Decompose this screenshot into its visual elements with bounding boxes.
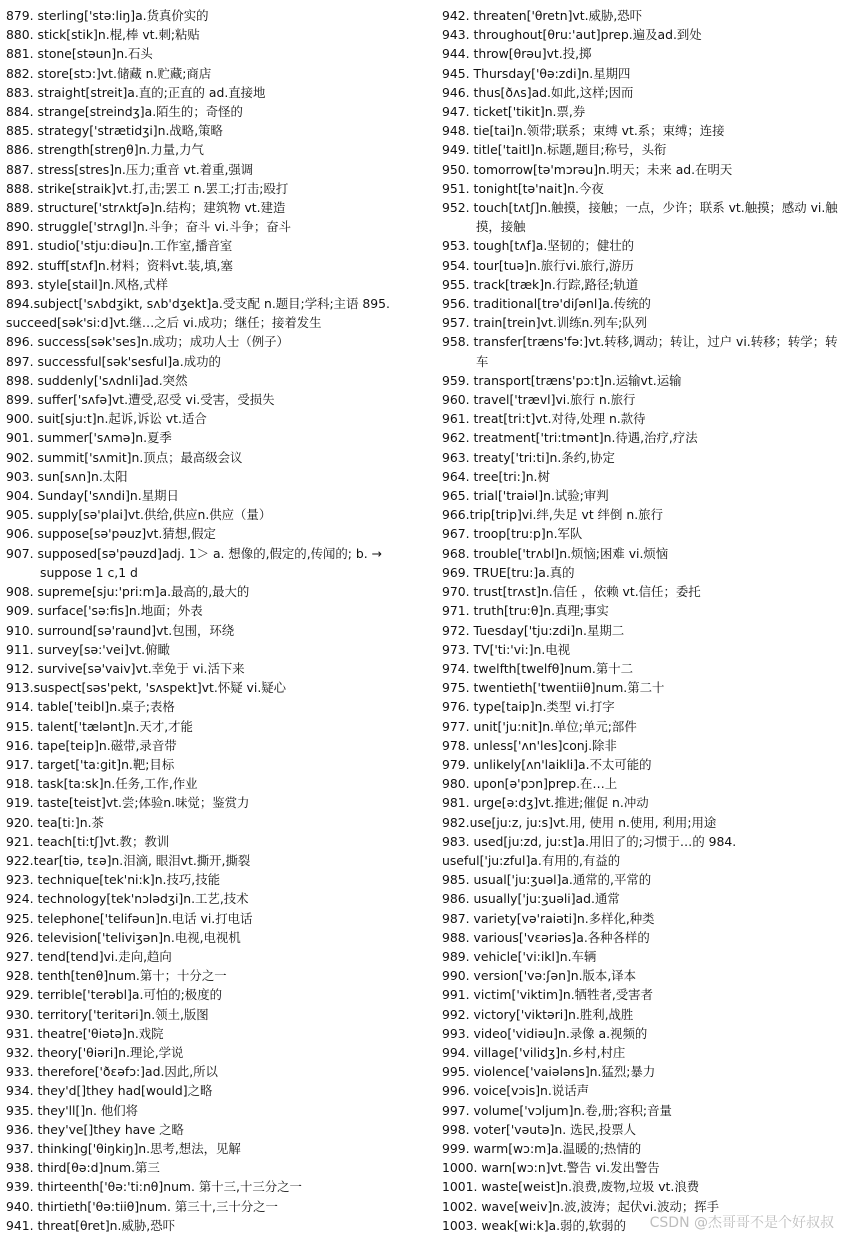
- entry-995: 995. violence['vaiələns]n.猛烈;暴力: [442, 1064, 656, 1080]
- entry-978: 978. unless['ʌn'les]conj.除非: [442, 737, 617, 753]
- entry-962: 962. treatment['tri:tmənt]n.待遇,治疗,疗法: [442, 430, 698, 446]
- entry-954: 954. tour[tuə]n.旅行vi.旅行,游历: [442, 257, 634, 273]
- entry-985: 985. usual['ju:ʒuəl]a.通常的,平常的: [442, 872, 652, 888]
- entry-913: 913.suspect[səs'pekt, 'sʌspekt]vt.怀疑 vi.疑心: [6, 680, 287, 696]
- entry-976: 976. type[taip]n.类型 vi.打字: [442, 699, 615, 715]
- entry-901: 901. summer['sʌmə]n.夏季: [6, 430, 172, 446]
- entry-967: 967. troop[tru:p]n.军队: [442, 526, 583, 542]
- entry-963: 963. treaty['tri:ti]n.条约,协定: [442, 449, 615, 465]
- entry-882: 882. store[stɔ:]vt.储藏 n.贮藏;商店: [6, 65, 212, 81]
- entry-905: 905. supply[sə'plai]vt.供给,供应n.供应（量）: [6, 507, 272, 523]
- entry-895: succeed[sək'si:d]vt.继…之后 vi.成功；继任；接着发生: [6, 315, 322, 331]
- entry-951: 951. tonight[tə'nait]n.今夜: [442, 180, 604, 196]
- entry-994: 994. village['vilidʒ]n.乡村,村庄: [442, 1044, 626, 1060]
- entry-1001: 1001. waste[weist]n.浪费,废物,垃圾 vt.浪费: [442, 1179, 700, 1195]
- entry-947: 947. ticket['tikit]n.票,券: [442, 104, 586, 120]
- entry-959: 959. transport[træns'pɔ:t]n.运输vt.运输: [442, 372, 682, 388]
- entry-944: 944. throw[θrəu]vt.投,掷: [442, 46, 592, 62]
- entry-960: 960. travel['trævl]vi.旅行 n.旅行: [442, 392, 636, 408]
- entry-900: 900. suit[sju:t]n.起诉,诉讼 vt.适合: [6, 411, 207, 427]
- entry-999: 999. warm[wɔ:m]a.温暖的;热情的: [442, 1140, 642, 1156]
- entry-984: useful['ju:zful]a.有用的,有益的: [442, 852, 621, 868]
- entry-942: 942. threaten['θretn]vt.威胁,恐吓: [442, 8, 643, 23]
- entry-957: 957. train[trein]vt.训练n.列车;队列: [442, 315, 648, 331]
- entry-879: 879. sterling['stə:liŋ]a.货真价实的: [6, 8, 209, 23]
- entry-971: 971. truth[tru:θ]n.真理;事实: [442, 603, 609, 619]
- entry-965: 965. trial['traiəl]n.试验;审判: [442, 488, 609, 504]
- entry-998: 998. voter['vəutə]n. 选民,投票人: [442, 1121, 637, 1137]
- entry-886: 886. strength[streŋθ]n.力量,力气: [6, 142, 204, 158]
- entry-922: 922.tear[tiə, tɛə]n.泪滴, 眼泪vt.撕开,撕裂: [6, 852, 251, 868]
- entry-956: 956. traditional[trə'diʃənl]a.传统的: [442, 296, 651, 312]
- entry-961: 961. treat[tri:t]vt.对待,处理 n.款待: [442, 411, 646, 427]
- entry-980: 980. upon[ə'pɔn]prep.在…上: [442, 776, 618, 792]
- entry-939: 939. thirteenth['θə:'ti:nθ]num. 第十三,十三分之一: [6, 1179, 302, 1195]
- entry-981: 981. urge[ə:dʒ]vt.推进;催促 n.冲动: [442, 795, 649, 811]
- entry-890: 890. struggle['strʌgl]n.斗争；奋斗 vi.斗争；奋斗: [6, 219, 292, 235]
- entry-885: 885. strategy['strætidʒi]n.战略,策略: [6, 123, 223, 139]
- entry-958: 958. transfer[træns'fə:]vt.转移,调动；转让，过户 vi.转移；转学；转车: [442, 334, 838, 369]
- entry-929: 929. terrible['terəbl]a.可怕的;极度的: [6, 987, 222, 1003]
- entry-896: 896. success[sək'ses]n.成功；成功人士（例子）: [6, 334, 289, 350]
- entry-1003: 1003. weak[wi:k]a.弱的,软弱的: [442, 1217, 626, 1233]
- entry-949: 949. title['taitl]n.标题,题目;称号，头衔: [442, 142, 667, 158]
- entry-977: 977. unit['ju:nit]n.单位;单元;部件: [442, 718, 637, 734]
- watermark: CSDN @杰哥哥不是个好叔叔: [649, 1215, 834, 1231]
- entry-932: 932. theory['θiəri]n.理论,学说: [6, 1044, 184, 1060]
- entry-911: 911. survey[sə:'vei]vt.俯瞰: [6, 641, 170, 657]
- entry-940: 940. thirtieth['θə:tiiθ]num. 第三十,三十分之一: [6, 1198, 278, 1214]
- entry-934: 934. they'd[]they had[would]之略: [6, 1083, 213, 1099]
- entry-986: 986. usually['ju:ʒuəli]ad.通常: [442, 891, 620, 907]
- entry-926: 926. television['teliviʒən]n.电视,电视机: [6, 929, 241, 945]
- entry-946: 946. thus[ðʌs]ad.如此,这样;因而: [442, 84, 634, 100]
- entry-904: 904. Sunday['sʌndi]n.星期日: [6, 488, 179, 504]
- entry-897: 897. successful[sək'sesful]a.成功的: [6, 353, 221, 369]
- entry-916: 916. tape[teip]n.磁带,录音带: [6, 737, 177, 753]
- entry-883: 883. straight[streit]a.直的;正直的 ad.直接地: [6, 84, 266, 100]
- entry-991: 991. victim['viktim]n.牺牲者,受害者: [442, 987, 653, 1003]
- entry-921: 921. teach[ti:tʃ]vt.教；教训: [6, 833, 170, 849]
- entry-927: 927. tend[tend]vi.走向,趋向: [6, 948, 172, 964]
- entry-953: 953. tough[tʌf]a.坚韧的；健壮的: [442, 238, 635, 254]
- entry-943: 943. throughout[θru:'aut]prep.遍及ad.到处: [442, 27, 702, 43]
- entry-918: 918. task[ta:sk]n.任务,工作,作业: [6, 776, 198, 792]
- entry-902: 902. summit['sʌmit]n.顶点；最高级会议: [6, 449, 243, 465]
- entry-975: 975. twentieth['twentiiθ]num.第二十: [442, 680, 665, 696]
- entry-894: 894.subject['sʌbdʒikt, sʌb'dʒekt]a.受支配 n.题目;学科;主语 895.: [6, 296, 390, 312]
- entry-1000: 1000. warn[wɔ:n]vt.警告 vi.发出警告: [442, 1160, 660, 1176]
- entry-889: 889. structure['strʌktʃə]n.结构；建筑物 vt.建造: [6, 200, 286, 216]
- entry-880: 880. stick[stik]n.棍,棒 vt.刺;粘贴: [6, 27, 200, 43]
- left-column: [6, 6, 422, 1235]
- entry-912: 912. survive[sə'vaiv]vt.幸免于 vi.活下来: [6, 660, 245, 676]
- entry-993: 993. video['vidiəu]n.录像 a.视频的: [442, 1025, 648, 1041]
- entry-881: 881. stone[stəun]n.石头: [6, 46, 153, 62]
- entry-919: 919. taste[teist]vt.尝;体验n.味觉；鉴赏力: [6, 795, 250, 811]
- entry-923: 923. technique[tek'ni:k]n.技巧,技能: [6, 872, 220, 888]
- entry-983: 983. used[ju:zd, ju:st]a.用旧了的;习惯于…的 984.: [442, 833, 737, 849]
- entry-928: 928. tenth[tenθ]num.第十；十分之一: [6, 968, 227, 984]
- entry-908: 908. supreme[sju:'pri:m]a.最高的,最大的: [6, 584, 250, 600]
- right-column: [442, 6, 838, 1235]
- entry-988: 988. various['vɛəriəs]a.各种各样的: [442, 929, 650, 945]
- entry-989: 989. vehicle['vi:ikl]n.车辆: [442, 948, 597, 964]
- entry-933: 933. therefore['ðɛəfɔ:]ad.因此,所以: [6, 1064, 218, 1080]
- entry-931: 931. theatre['θiətə]n.戏院: [6, 1025, 164, 1041]
- entry-973: 973. TV['ti:'vi:]n.电视: [442, 641, 571, 657]
- entry-898: 898. suddenly['sʌdnli]ad.突然: [6, 372, 188, 388]
- entry-909: 909. surface['sə:fis]n.地面；外表: [6, 603, 203, 619]
- entry-964: 964. tree[tri:]n.树: [442, 468, 550, 484]
- entry-936: 936. they've[]they have 之略: [6, 1121, 184, 1137]
- entry-925: 925. telephone['telifəun]n.电话 vi.打电话: [6, 910, 253, 926]
- entry-887: 887. stress[stres]n.压力;重音 vt.着重,强调: [6, 161, 254, 177]
- entry-955: 955. track[træk]n.行踪,路径;轨道: [442, 276, 639, 292]
- entry-970: 970. trust[trʌst]n.信任 ，依赖 vt.信任；委托: [442, 584, 701, 600]
- entry-917: 917. target['ta:git]n.靶;目标: [6, 756, 175, 772]
- entry-982: 982.use[ju:z, ju:s]vt.用, 使用 n.使用, 利用;用途: [442, 814, 717, 830]
- entry-941: 941. threat[θret]n.威胁,恐吓: [6, 1217, 175, 1233]
- entry-1002: 1002. wave[weiv]n.波,波涛；起伏vi.波动；挥手: [442, 1198, 720, 1214]
- entry-899: 899. suffer['sʌfə]vt.遭受,忍受 vi.受害，受损失: [6, 392, 275, 408]
- entry-996: 996. voice[vɔis]n.说话声: [442, 1083, 589, 1099]
- entry-952: 952. touch[tʌtʃ]n.触摸，接触；一点，少许；联系 vt.触摸；感动 vi.触摸，接触: [442, 200, 838, 235]
- entry-888: 888. strike[straik]vt.打,击;罢工 n.罢工;打击;殴打: [6, 180, 289, 196]
- entry-937: 937. thinking['θiŋkiŋ]n.思考,想法，见解: [6, 1140, 241, 1156]
- entry-903: 903. sun[sʌn]n.太阳: [6, 468, 128, 484]
- entry-992: 992. victory['viktəri]n.胜利,战胜: [442, 1006, 634, 1022]
- entry-935: 935. they'll[]n. 他们将: [6, 1102, 139, 1118]
- entry-914: 914. table['teibl]n.桌子;表格: [6, 699, 175, 715]
- entry-924: 924. technology[tek'nɔlədʒi]n.工艺,技术: [6, 891, 249, 907]
- entry-968: 968. trouble['trʌbl]n.烦恼;困难 vi.烦恼: [442, 545, 669, 561]
- entry-950: 950. tomorrow[tə'mɔrəu]n.明天；未来 ad.在明天: [442, 161, 733, 177]
- entry-974: 974. twelfth[twelfθ]num.第十二: [442, 660, 633, 676]
- entry-930: 930. territory['teritəri]n.领土,版图: [6, 1006, 209, 1022]
- entry-972: 972. Tuesday['tju:zdi]n.星期二: [442, 622, 625, 638]
- entry-969: 969. TRUE[tru:]a.真的: [442, 564, 575, 580]
- entry-966: 966.trip[trip]vi.绊,失足 vt 绊倒 n.旅行: [442, 507, 663, 523]
- entry-906: 906. suppose[sə'pəuz]vt.猜想,假定: [6, 526, 216, 542]
- entry-920: 920. tea[ti:]n.茶: [6, 814, 104, 830]
- entry-979: 979. unlikely[ʌn'laikli]a.不太可能的: [442, 756, 652, 772]
- entry-915: 915. talent['tælənt]n.天才,才能: [6, 718, 193, 734]
- entry-891: 891. studio['stju:diəu]n.工作室,播音室: [6, 238, 233, 254]
- entry-907: 907. supposed[sə'pəuzd]adj. 1＞ a. 想像的,假定的,传闻的; b. → suppose 1 c,1 d: [6, 545, 383, 580]
- entry-910: 910. surround[sə'raund]vt.包围，环绕: [6, 622, 235, 638]
- entry-884: 884. strange[streindʒ]a.陌生的；奇怪的: [6, 104, 243, 120]
- entry-892: 892. stuff[stʌf]n.材料；资料vt.装,填,塞: [6, 257, 233, 273]
- entry-893: 893. style[stail]n.风格,式样: [6, 276, 168, 292]
- entry-945: 945. Thursday['θə:zdi]n.星期四: [442, 65, 631, 81]
- entry-987: 987. variety[və'raiəti]n.多样化,种类: [442, 910, 655, 926]
- entry-938: 938. third[θə:d]num.第三: [6, 1160, 160, 1176]
- entry-948: 948. tie[tai]n.领带;联系；束缚 vt.系；束缚；连接: [442, 123, 725, 139]
- entry-990: 990. version['və:ʃən]n.版本,译本: [442, 968, 637, 984]
- entry-997: 997. volume['vɔljum]n.卷,册;容积;音量: [442, 1102, 672, 1118]
